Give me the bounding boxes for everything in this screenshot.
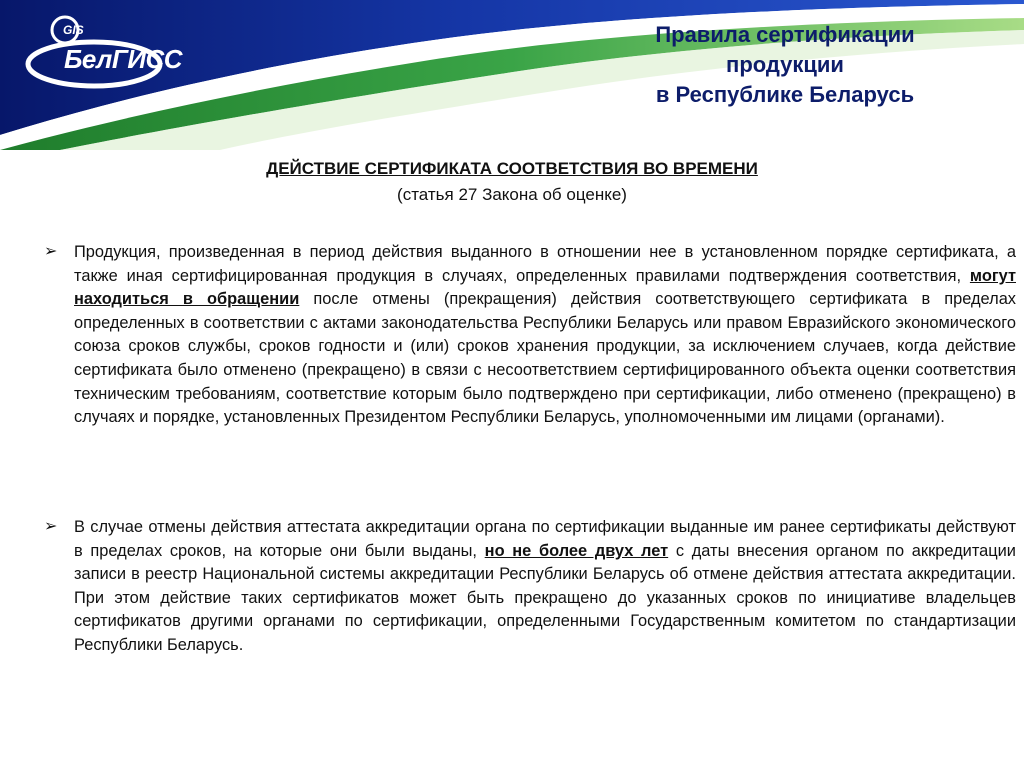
page-title-line: в Республике Беларусь — [655, 82, 915, 107]
bullet-emphasis: могут находиться в обращении — [74, 266, 1016, 309]
bullet-text — [74, 516, 1016, 658]
bullet-item — [44, 516, 1016, 658]
logo-wordmark: БелГИСС — [64, 44, 183, 74]
bullet-text-part: Продукция, произведенная в период действия выданного в отношении нее в установленном порядке сертификата, а также иная сертифицированная продукция в случаях, определенных правилами подтверждения соответствия, — [74, 243, 1016, 285]
bullet-text-part: с даты внесения органом по аккредитации записи в реестр Национальной системы аккредитации Республики Беларусь об отмене действия аттестата аккредитации. При этом действие таких сертификатов может быть прекращено до указанных сроков по инициативе владельцев сертификатов другими органами по сертификации, определенными Государственным комитетом по стандартизации Республики Беларусь. — [74, 541, 1016, 654]
arrow-bullet-icon: ➢ — [44, 243, 58, 260]
belgiss-logo — [18, 14, 183, 94]
page-title — [600, 20, 970, 110]
bullet-text-part: после отмены (прекращения) действия соответствующего сертификата в пределах определенных в соответствии с актами законодательства Республики Беларусь или правом Евразийского экономического союза сроков службы, сроков годности и (или) сроков хранения продукции, за исключением случаев, когда действие сертификата было отменено (прекращено) в связи с несоответствием сертифицированного объекта оценки соответствия техническим требованиям, соответствие которым было подтверждено при сертификации, либо отменено (прекращено) в случаях и порядке, установленных Президентом Республики Беларусь, уполномоченными им лицами (органами). — [74, 290, 1017, 427]
bullet-text-part: В случае отмены действия аттестата аккредитации органа по сертификации выданные им ранее сертификаты действуют в пределах сроков, на которые они были выданы, — [74, 518, 1016, 560]
bullet-emphasis: но не более двух лет — [484, 541, 669, 560]
page-title-line: Правила сертификации — [655, 22, 915, 47]
bullet-item — [44, 241, 1016, 430]
arrow-bullet-icon: ➢ — [44, 518, 58, 535]
section-subheading: (статья 27 Закона об оценке) — [397, 185, 627, 204]
section-heading: ДЕЙСТВИЕ СЕРТИФИКАТА СООТВЕТСТВИЯ ВО ВРЕМЕНИ — [266, 159, 758, 178]
bullet-text — [74, 241, 1016, 430]
page-title-line: продукции — [726, 52, 844, 77]
logo-mark-text: GIS — [63, 23, 84, 37]
